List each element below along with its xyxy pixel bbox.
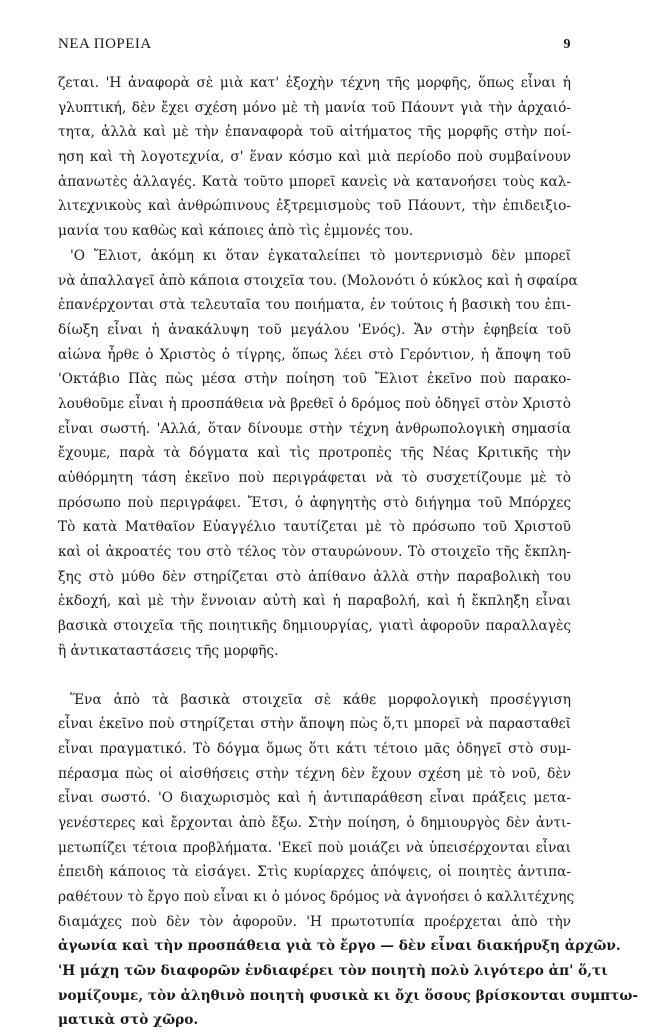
text-line: μανία του καθὼς καὶ κάποιες ἀπὸ τὶς ἐμμονές του.	[58, 219, 571, 244]
section-gap	[58, 664, 571, 688]
text-line: πρόσωπο ποὺ περιγράφει. Ἔτσι, ὁ ἀφηγητὴς στὸ διήγημα τοῦ Μπόρχες	[58, 491, 571, 516]
paragraph-1	[58, 71, 571, 244]
text-line: Ἕνα ἀπὸ τὰ βασικὰ στοιχεῖα σὲ κάθε μορφολογικὴ προσέγγιση	[58, 688, 571, 713]
text-line: 'Η μάχη τῶν διαφορῶν ἐνδιαφέρει τὸν ποιητὴ πολὺ λιγότερο ἀπ' ὅ,τι	[58, 959, 571, 984]
text-line: ηση καὶ τὴ λογοτεχνία, σ' ἕναν κόσμο καὶ μιὰ περίοδο ποὺ συμβαίνουν	[58, 145, 571, 170]
text-line: ματικὰ στὸ χῶρο.	[58, 1008, 571, 1033]
text-line: λιτεχνικοὺς καὶ ἀνθρώπινους ἐξτρεμισμοὺς τοῦ Πάουντ, τὴν ἐπιδειξιο-	[58, 194, 571, 219]
text-line: εἶναι πραγματικό. Τὸ δόγμα ὅμως ὅτι κάτι τέτοιο μᾶς ὁδηγεῖ στὸ συμ-	[58, 737, 571, 762]
text-line: τητα, ἀλλὰ καὶ μὲ τὴν ἐπαναφορὰ τοῦ αἰτήματος τῆς μορφῆς στὴν ποί-	[58, 120, 571, 145]
paragraph-3	[58, 688, 571, 1033]
text-line: νὰ ἀπαλλαγεῖ ἀπὸ κάποια στοιχεῖα του. (Μολονότι ὁ κύκλος καὶ ἡ σφαίρα	[58, 269, 571, 294]
text-line: διαμάχες ποὺ δὲν τὸν ἀφοροῦν. 'Η πρωτοτυπία προέρχεται ἀπὸ τὴν	[58, 910, 571, 935]
text-line: Τὸ κατὰ Ματθαῖον Εὐαγγέλιο ταυτίζεται μὲ τὸ πρόσωπο τοῦ Χριστοῦ	[58, 515, 571, 540]
text-line: ἀγωνία καὶ τὴν προσπάθεια γιὰ τὸ ἔργο — δὲν εἶναι διακήρυξη ἀρχῶν.	[58, 934, 571, 959]
text-line: αἰώνα ἦρθε ὁ Χριστὸς ὁ τίγρης, ὅπως λέει στὸ Γερόντιον, ἡ ἄποψη τοῦ	[58, 343, 571, 368]
running-head	[58, 36, 571, 60]
text-line: αὐθόρμητη τάση ἐκεῖνο ποὺ περιγράφεται νὰ τὸ συσχετίζουμε μὲ τὸ	[58, 466, 571, 491]
text-line: ζεται. 'Η ἀναφορὰ σὲ μιὰ κατ' ἐξοχὴν τέχνη τῆς μορφῆς, ὅπως εἶναι ἡ	[58, 71, 571, 96]
text-line: εἶναι σωστό. 'Ο διαχωρισμὸς καὶ ἡ ἀντιπαράθεση εἶναι πράξεις μετα-	[58, 786, 571, 811]
text-line: γλυπτική, δὲν ἔχει σχέση μόνο μὲ τὴ μανία τοῦ Πάουντ γιὰ τὴν ἀρχαιό-	[58, 96, 571, 121]
body-text	[58, 71, 571, 1033]
text-line: ἐπανέρχονται στὰ τελευταῖα του ποιήματα, ἐν τούτοις ἡ βασικὴ του ἐπι-	[58, 293, 571, 318]
text-line: πέρασμα πὼς οἱ αἰσθήσεις στὴν τέχνη δὲν ἔχουν σχέση μὲ τὸ νοῦ, δὲν	[58, 762, 571, 787]
text-line: 'Ο Ἔλιοτ, ἀκόμη κι ὅταν ἐγκαταλείπει τὸ μοντερνισμὸ δὲν μπορεῖ	[58, 244, 571, 269]
text-line: ἔχουμε, παρὰ τὰ δόγματα καὶ τὶς προτροπὲς τῆς Νέας Κριτικῆς τὴν	[58, 441, 571, 466]
book-page	[58, 36, 571, 1033]
text-line: λουθοῦμε εἶναι ἡ προσπάθεια νὰ βρεθεῖ ὁ δρόμος ποὺ ὁδηγεῖ στὸν Χριστὸ	[58, 392, 571, 417]
journal-title: ΝΕΑ ΠΟΡΕΙΑ	[58, 36, 152, 53]
text-line: ἢ ἀντικαταστάσεις τῆς μορφῆς.	[58, 639, 571, 664]
text-line: νομίζουμε, τὸν ἀληθινὸ ποιητὴ φυσικὰ κι ὄχι ὅσους βρίσκονται συμπτω-	[58, 984, 571, 1009]
text-line: καὶ οἱ ἀκροατές του στὸ τέλος τὸν σταυρώνουν. Τὸ στοιχεῖο τῆς ἔκπλη-	[58, 540, 571, 565]
text-line: δίωξη εἶναι ἡ ἀνακάλυψη τοῦ μεγάλου 'Ενός). Ἄν στὴν ἐφηβεία τοῦ	[58, 318, 571, 343]
text-line: ξης στὸ μύθο δὲν στηρίζεται στὸ ἀπίθανο ἀλλὰ στὴν παραβολικὴ του	[58, 565, 571, 590]
text-line: μετωπίζει τέτοια προβλήματα. 'Εκεῖ ποὺ μοιάζει νὰ ὑπεισέρχονται εἶναι	[58, 836, 571, 861]
paragraph-2	[58, 244, 571, 664]
text-line: ἐπειδὴ κάποιος τὰ εἰσάγει. Στὶς κυρίαρχες ἀπόψεις, οἱ ποιητὲς ἀντιπα-	[58, 860, 571, 885]
text-line: ραθέτουν τὸ ἔργο ποὺ εἶναι κι ὁ μόνος δρόμος νὰ ἀγνοήσει ὁ καλλιτέχνης	[58, 885, 571, 910]
text-line: ἀπανωτὲς ἀλλαγές. Κατὰ τοῦτο μπορεῖ κανεὶς νὰ κατανοήσει τοὺς καλ-	[58, 170, 571, 195]
text-line: βασικὰ στοιχεῖα τῆς ποιητικῆς δημιουργίας, γιατὶ ἀφοροῦν παραλλαγὲς	[58, 614, 571, 639]
text-line: 'Οκτάβιο Πὰς πὼς μέσα στὴν ποίηση τοῦ Ἔλιοτ ἐκεῖνο ποὺ παρακο-	[58, 367, 571, 392]
text-line: γενέστερες καὶ ἔρχονται ἀπὸ ἔξω. Στὴν ποίηση, ὁ δημιουργὸς δὲν ἀντι-	[58, 811, 571, 836]
text-line: εἶναι σωστή. 'Αλλά, ὅταν δίνουμε στὴν τέχνη ἀνθρωπολογικὴ σημασία	[58, 417, 571, 442]
text-line: ἐκδοχή, καὶ μὲ τὴν ἔννοιαν αὐτὴ καὶ ἡ παραβολή, καὶ ἡ ἔκπληξη εἶναι	[58, 589, 571, 614]
text-line: εἶναι ἐκεῖνο ποὺ στηρίζεται στὴν ἄποψη πὼς ὅ,τι μπορεῖ νὰ παρασταθεῖ	[58, 712, 571, 737]
page-number: 9	[564, 37, 572, 53]
